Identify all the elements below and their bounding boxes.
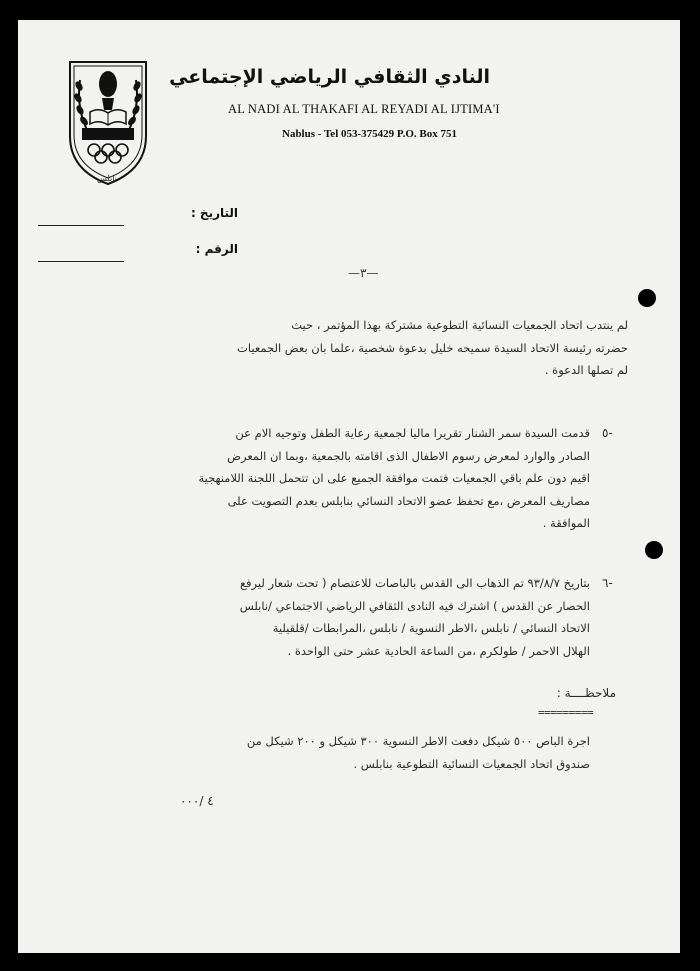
note-underline: =========: [538, 706, 594, 719]
reference-label: الرقم :: [195, 242, 238, 256]
date-row: [38, 206, 238, 226]
document-page: [18, 20, 680, 953]
binder-hole: [645, 541, 663, 559]
note-label: ملاحظــــة :: [556, 686, 616, 700]
item-6-paragraph: [60, 572, 590, 662]
club-name-english: AL NADI AL THAKAFI AL REYADI AL IJTIMA'I: [228, 102, 500, 116]
reference-row: [38, 242, 238, 262]
logo-caption: نابلس: [97, 174, 117, 183]
item-5-paragraph: [60, 422, 590, 535]
date-blank-line: [38, 225, 124, 226]
date-label: التاريخ :: [190, 206, 238, 220]
text-line: الموافقة .: [542, 516, 590, 530]
intro-paragraph: [68, 314, 628, 382]
text-line: قدمت السيدة سمر الشنار تقريرا ماليا لجمعية رعاية الطفل وتوجيه الام عن: [235, 426, 590, 440]
note-paragraph: [70, 730, 590, 775]
text-line: صندوق اتحاد الجمعيات النسائية التطوعية بنابلس .: [353, 756, 590, 771]
text-line: اجرة الباص ٥٠٠ شيكل دفعت الاطر النسوية ٣٠٠ شيكل و ٢٠٠ شيكل من: [246, 734, 590, 748]
text-line: لم تصلها الدعوة .: [544, 363, 628, 377]
text-line: بتاريخ ٩٣/٨/٧ تم الذهاب الى القدس بالباصات للاعتصام ( تحت شعار ليرفع: [239, 576, 590, 590]
text-line: الهلال الاحمر / طولكرم ،من الساعة الحادية عشر حتى الواحدة .: [287, 643, 590, 658]
text-line: الصادر والوارد لمعرض رسوم الاطفال الذى اقامته بالجمعية ،وبما ان المعرض: [227, 448, 590, 463]
club-emblem-logo: [66, 58, 150, 188]
text-line: الحصار عن القدس ) اشترك فيه النادى الثقافي الرياضي الاجتماعي /نابلس: [239, 598, 590, 613]
text-line: الاتحاد النسائي / نابلس ،الاطر النسوية / نابلس ،المرابطات /قلقيلية: [272, 621, 590, 635]
club-name-arabic: النادي الثقافي الرياضي الإجتماعي: [169, 66, 490, 88]
page-number: —٣—: [348, 266, 379, 280]
item-number-5: ٥-: [602, 426, 613, 440]
text-line: مصاريف المعرض ،مع تحفظ عضو الاتحاد النسائي بنابلس بعدم التصويت على: [227, 493, 590, 508]
binder-hole: [638, 289, 656, 307]
contact-line: Nablus - Tel 053-375429 P.O. Box 751: [282, 128, 458, 140]
reference-blank-line: [38, 261, 124, 262]
total-amount: ٤ /٠٠٠: [180, 794, 214, 808]
item-number-6: ٦-: [602, 576, 613, 590]
text-line: لم ينتدب اتحاد الجمعيات النسائية التطوعية مشتركة بهذا المؤتمر ، حيث: [291, 318, 628, 332]
text-line: اقيم دون علم باقي الجمعيات فتمت موافقة الجميع على ان تتحمل اللجنة اللامنهجية: [198, 471, 590, 485]
text-line: حضرته رئيسة الاتحاد السيدة سميحه خليل بدعوة شخصية ،علما بان بعض الجمعيات: [237, 340, 628, 355]
